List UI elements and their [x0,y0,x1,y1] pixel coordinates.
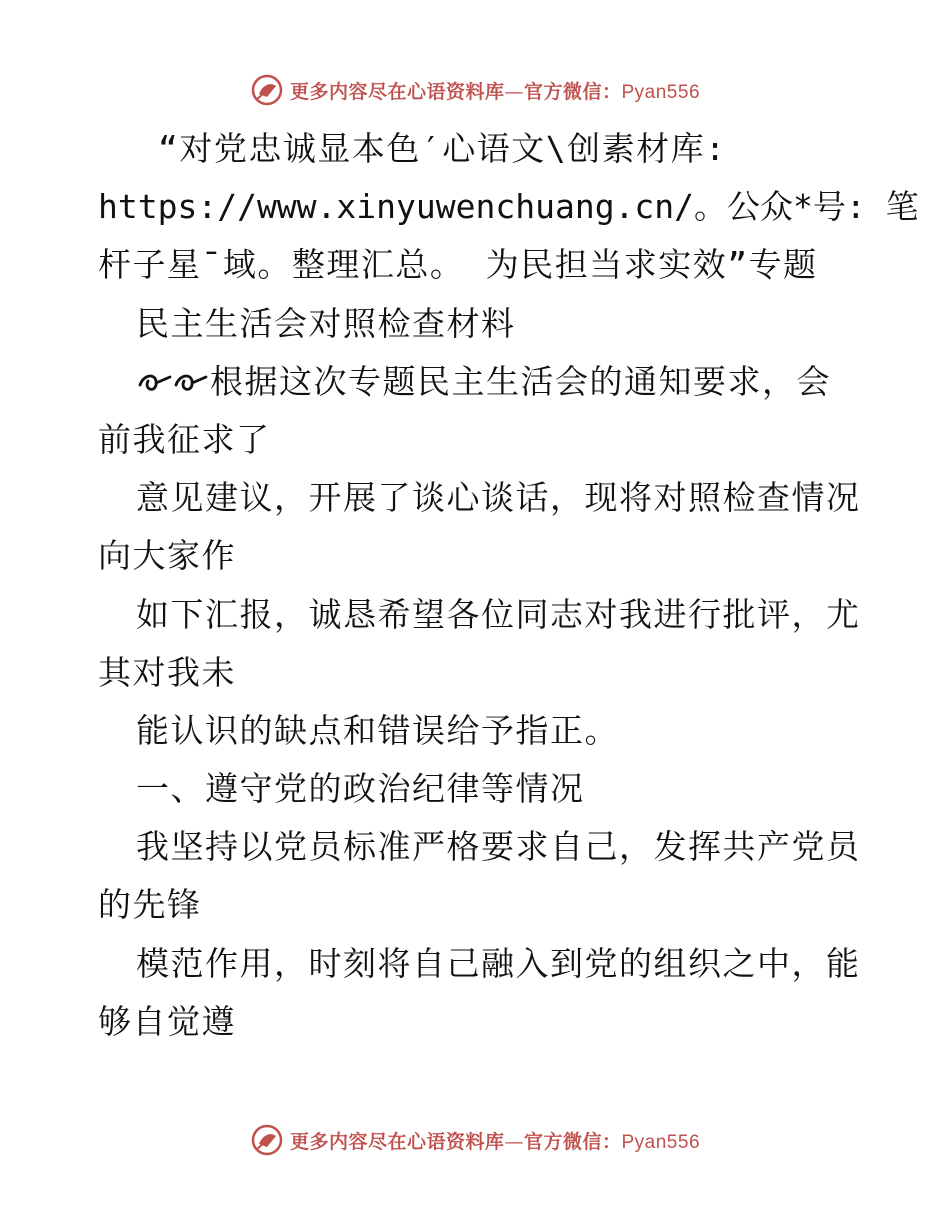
text-line: 向大家作 [98,536,236,576]
text-line: 根据这次专题民主生活会的通知要求，会 [98,353,858,411]
text-line: 的先锋 [98,885,202,925]
text-line: 前我征求了 [98,419,271,459]
text-line: 够自觉遵 [98,1001,236,1041]
footer-banner [0,1120,950,1160]
text-line: 模范作用，时刻将自己融入到党的组织之中，能 [136,943,861,983]
brand-logo-icon [250,1123,284,1157]
text-line: https://www.xinyuwenchuang.cn/。公众*号: 笔 [98,187,919,227]
text-line: “对党忠诚显本色′心语文\创素材库: [158,129,727,168]
flourish-ornament-icon [136,363,210,397]
document-body [98,120,919,1051]
document-title-line: 民主生活会对照检查材料 [136,303,516,343]
text-line: 能认识的缺点和错误给予指正。 [136,710,619,750]
header-banner [0,70,950,110]
footer-banner-text: 更多内容尽在心语资料库—官方微信：Pyan556 [289,1130,701,1153]
section-heading: 一、遵守党的政治纪律等情况 [136,769,585,809]
text-line: 如下汇报，诚恳希望各位同志对我进行批评，尤 [136,594,861,634]
text-line: 其对我未 [98,652,236,692]
header-banner-text: 更多内容尽在心语资料库—官方微信：Pyan556 [289,80,701,103]
text-line: 我坚持以党员标准严格要求自己，发挥共产党员 [136,827,861,867]
brand-logo-icon [250,73,284,107]
text-line: 意见建议，开展了谈心谈话，现将对照检查情况 [136,478,861,518]
text-line: 杆子星¯域。整理汇总。 为民担当求实效”专题 [98,245,818,285]
